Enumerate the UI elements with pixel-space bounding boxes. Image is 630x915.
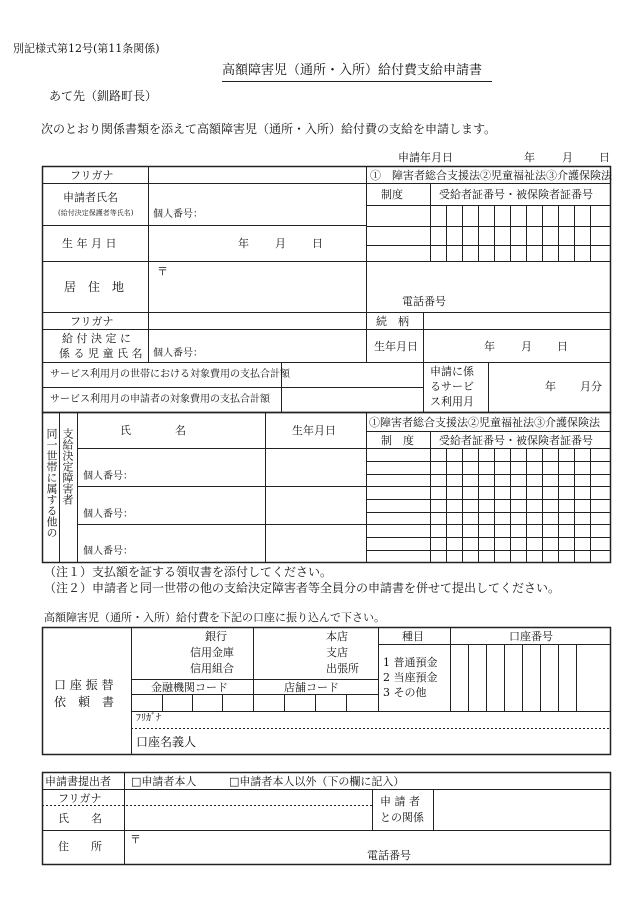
- applicant-law-header: ① 障害者総合支援法②児童福祉法③介護保険法: [370, 169, 612, 182]
- branch-type-main: 本店: [326, 630, 348, 643]
- child-birth-year: 年: [484, 340, 495, 353]
- account-holder-kana-label: ﾌﾘｶﾞﾅ: [136, 713, 161, 724]
- service-month-label-2: るサービ: [430, 380, 474, 393]
- applicant-phone-label: 電話番号: [402, 295, 446, 308]
- child-my-number-label: 個人番号：: [153, 348, 203, 359]
- household-member-2-my-number: 個人番号：: [83, 509, 133, 520]
- household-side-label-2: 支給決定障害者: [61, 428, 74, 505]
- note-1: （注１）支払額を証する領収書を添付してください。: [44, 565, 333, 579]
- household-side-label-1: 同一世帯に属する他の: [45, 428, 58, 538]
- date-year-label: 年: [524, 151, 535, 164]
- bank-type-bank: 銀行: [205, 630, 227, 643]
- submitter-relation-label-2: との関係: [380, 811, 424, 824]
- child-name-label-1: 給 付 決 定 に: [62, 332, 131, 345]
- bank-code-label: 金融機関コード: [151, 681, 228, 694]
- applicant-name-label: 申請者氏名: [63, 191, 118, 204]
- applicant-birth-label: 生 年 月 日: [62, 237, 117, 250]
- household-total-label: サービス利用月の世帯における対象費用の支払合計額: [50, 369, 290, 380]
- bank-type-shinkin: 信用金庫: [190, 646, 234, 659]
- child-name-label-2: 係 る 児 童 氏 名: [59, 347, 143, 360]
- household-cert-label: 受給者証番号・被保険者証番号: [439, 434, 593, 447]
- date-day-label: 日: [599, 151, 610, 164]
- service-month-year: 年: [545, 380, 556, 393]
- branch-type-branch: 支店: [326, 646, 348, 659]
- submitter-postal-mark: 〒: [130, 833, 141, 846]
- branch-code-label: 店舗コード: [284, 681, 339, 694]
- form-title: 高額障害児（通所・入所）給付費支給申請書: [222, 63, 483, 78]
- service-month-part: 月分: [580, 380, 602, 393]
- applicant-furigana-label: フリガナ: [70, 169, 114, 182]
- service-month-label-3: ス利用月: [430, 395, 474, 408]
- household-member-1-my-number: 個人番号：: [83, 471, 133, 482]
- submitter-name-label: 氏 名: [58, 812, 102, 825]
- child-furigana-label: フリガナ: [70, 315, 114, 328]
- applicant-address-label: 居 住 地: [64, 280, 125, 294]
- submitter-relation-label-1: 申 請 者: [380, 795, 420, 808]
- account-holder-label: 口座名義人: [136, 735, 197, 749]
- account-number-header: 口座番号: [509, 630, 553, 643]
- household-member-3-my-number: 個人番号：: [83, 546, 133, 557]
- child-relation-label: 続 柄: [376, 315, 409, 328]
- applicant-cert-label: 受給者証番号・被保険者証番号: [439, 188, 593, 201]
- applicant-birth-year: 年: [238, 237, 249, 250]
- applicant-birth-month: 月: [275, 237, 286, 250]
- bank-side-label-2: 依 頼 書: [54, 695, 115, 709]
- household-name-header: 氏 名: [120, 424, 186, 437]
- account-type-1: 1 普通預金: [383, 656, 438, 669]
- application-date-label: 申請年月日: [398, 151, 453, 164]
- applicant-total-label: サービス利用月の申請者の対象費用の支払合計額: [50, 394, 270, 405]
- account-type-3: 3 その他: [383, 686, 427, 699]
- household-birth-header: 生年月日: [292, 424, 336, 437]
- submitter-address-label: 住 所: [58, 840, 102, 853]
- child-birth-month: 月: [521, 340, 532, 353]
- applicant-my-number-label: 個人番号：: [153, 209, 203, 220]
- submitter-option-self[interactable]: □申請者本人: [131, 775, 197, 788]
- branch-type-office: 出張所: [326, 662, 359, 675]
- household-law-header: ①障害者総合支援法②児童福祉法③介護保険法: [369, 416, 600, 429]
- applicant-name-sublabel: (給付決定保護者等氏名): [58, 209, 134, 217]
- addressee: あて先（釧路町長）: [49, 89, 158, 103]
- account-type-header: 種目: [402, 630, 424, 643]
- applicant-system-label: 制度: [381, 188, 403, 201]
- bank-side-label-1: 口 座 振 替: [54, 678, 114, 692]
- submitter-option-other[interactable]: □申請者本人以外（下の欄に記入）: [229, 775, 405, 788]
- submitter-furigana-label: フリガナ: [58, 792, 102, 805]
- date-month-label: 月: [562, 151, 573, 164]
- submitter-label: 申請書提出者: [45, 775, 111, 788]
- form-number: 別記様式第12号(第11条関係): [13, 42, 160, 55]
- service-month-label-1: 申請に係: [430, 365, 474, 378]
- bank-type-kumiai: 信用組合: [190, 662, 234, 675]
- submitter-phone-label: 電話番号: [367, 849, 411, 862]
- note-2: （注２）申請者と同一世帯の他の支給決定障害者等全員分の申請書を併せて提出してください。: [44, 581, 561, 595]
- child-birth-label: 生年月日: [374, 340, 418, 353]
- applicant-postal-mark: 〒: [157, 265, 168, 278]
- bank-intro: 高額障害児（通所・入所）給付費を下記の口座に振り込んで下さい。: [44, 611, 385, 624]
- applicant-birth-day: 日: [312, 237, 323, 250]
- child-birth-day: 日: [557, 340, 568, 353]
- intro-text: 次のとおり関係書類を添えて高額障害児（通所・入所）給付費の支給を申請します。: [41, 122, 497, 136]
- account-type-2: 2 当座預金: [383, 671, 438, 684]
- household-system-label: 制 度: [381, 434, 414, 447]
